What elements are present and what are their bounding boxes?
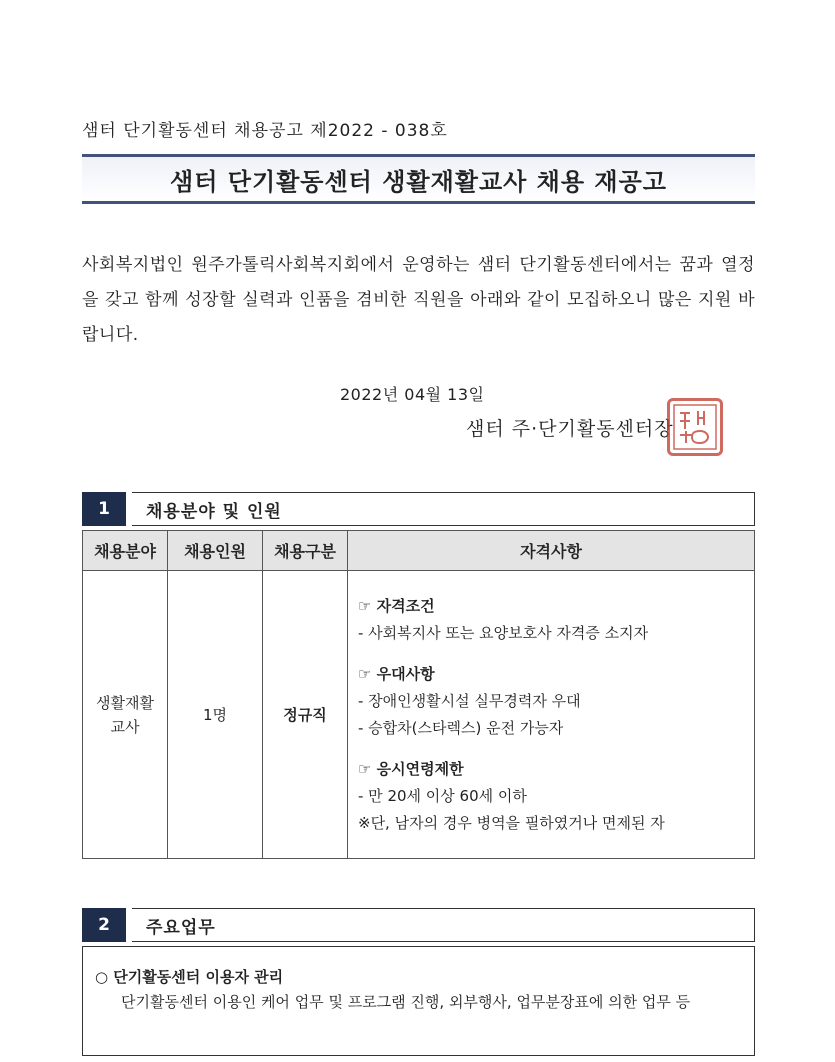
age-title: ☞ 응시연령제한 (358, 759, 464, 778)
req-item: - 사회복지사 또는 요양보호사 자격증 소지자 (358, 623, 649, 642)
req-title: ☞ 자격조건 (358, 596, 435, 615)
col-field: 채용분야 (83, 531, 168, 571)
signature: 샘터 주·단기활동센터장 (466, 418, 674, 440)
notice-date: 2022년 04월 13일 (340, 385, 485, 404)
age-item: - 만 20세 이상 60세 이하 (358, 786, 527, 805)
intro-paragraph: 사회복지법인 원주가톨릭사회복지회에서 운영하는 샘터 단기활동센터에서는 꿈과 열정을 갖고 함께 성장할 실력과 인품을 겸비한 직원을 아래와 같이 모집하오니 많은 지원 바랍니다. (82, 255, 755, 345)
col-count: 채용인원 (168, 531, 263, 571)
col-type: 채용구분 (263, 531, 348, 571)
section2-header (82, 908, 755, 942)
duties-box (82, 946, 755, 1056)
official-seal-icon (667, 398, 723, 456)
cell-field: 생활재활교사 (83, 571, 168, 859)
duty-title: ○ 단기활동센터 이용자 관리 (95, 968, 284, 986)
section1-header (82, 492, 755, 526)
duty-description: 단기활동센터 이용인 케어 업무 및 프로그램 진행, 외부행사, 업무분장표에 의한 업무 등 (121, 993, 691, 1011)
recruitment-table (82, 530, 755, 859)
page-title: 샘터 단기활동센터 생활재활교사 채용 재공고 (170, 167, 667, 196)
page-title-banner (82, 154, 755, 204)
pref-item: - 장애인생활시설 실무경력자 우대 (358, 691, 581, 710)
section2-title: 주요업무 (146, 917, 216, 938)
pref-title: ☞ 우대사항 (358, 664, 435, 683)
section1-number: 1 (82, 492, 132, 526)
cell-type: 정규직 (263, 571, 348, 859)
cell-qualifications (348, 571, 755, 859)
section1-title: 채용분야 및 인원 (146, 501, 282, 522)
col-qualifications: 자격사항 (348, 531, 755, 571)
age-note: ※단, 남자의 경우 병역을 필하였거나 면제된 자 (358, 813, 665, 832)
cell-count: 1명 (168, 571, 263, 859)
pref-item: - 승합차(스타렉스) 운전 가능자 (358, 718, 564, 737)
notice-number: 샘터 단기활동센터 채용공고 제2022 - 038호 (82, 121, 448, 141)
table-row (83, 571, 755, 859)
section2-number: 2 (82, 908, 132, 942)
table-header-row (83, 531, 755, 571)
